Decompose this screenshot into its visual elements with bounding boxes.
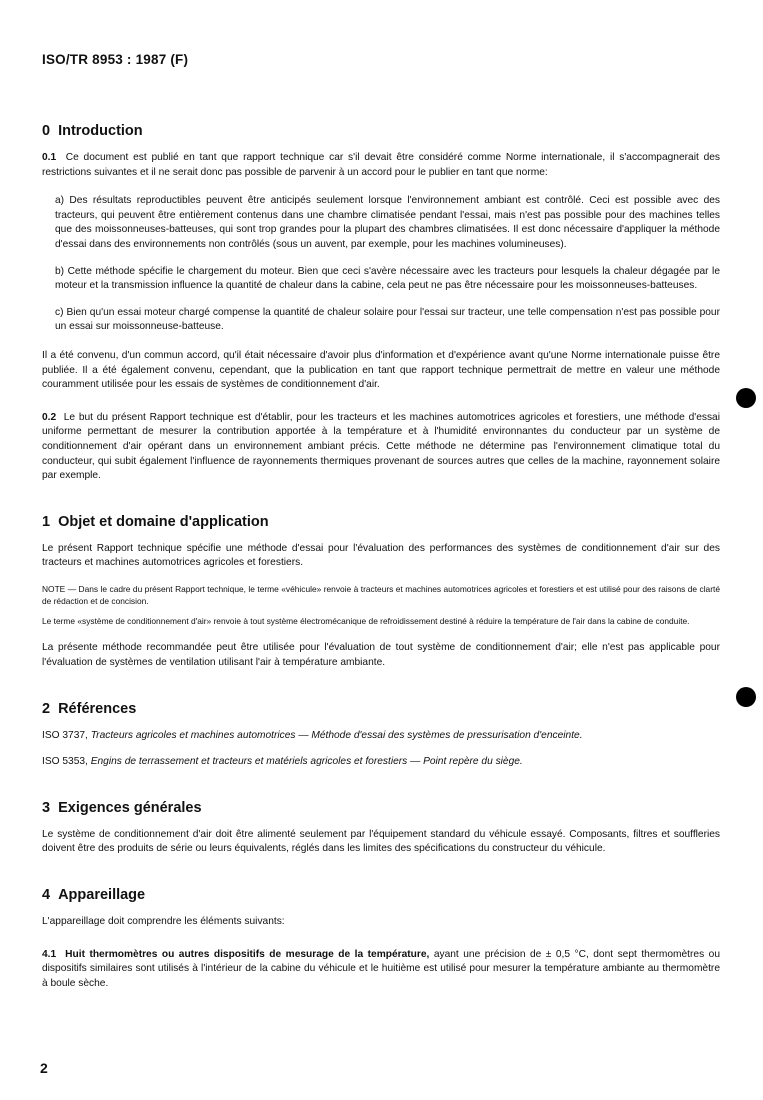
revision-marker-dot <box>736 687 756 707</box>
section-number: 1 <box>42 513 51 530</box>
section-title: Exigences générales <box>58 799 202 816</box>
section-number: 2 <box>42 700 51 717</box>
clause-text: Le but du présent Rapport technique est d'établir, pour les tracteurs et les machines automotrices agricoles et forestiers, une méthode d'essai uniforme permettant de mesurer la contribution apportée à la température et à l'humidité environnantes du conducteur par un système de conditionnement d'air opérant dans un environnement ambiant précis. Cette méthode ne détermine pas l'environnement climatique total du conducteur, qui subit également l'influence de rayonnements thermiques provenant de sources autres que celles de la machine, rayonnement solaire par exemple. <box>42 411 720 482</box>
section-heading-apparatus <box>42 885 720 905</box>
paragraph-0-2 <box>42 411 720 484</box>
reference-code: ISO 3737, <box>42 729 88 741</box>
reference-title: Tracteurs agricoles et machines automotrices — Méthode d'essai des systèmes de pressurisation d'enceinte. <box>90 729 583 741</box>
section-heading-references <box>42 699 720 719</box>
section-title: Introduction <box>58 123 143 139</box>
revision-marker-dot <box>736 388 756 408</box>
section-heading-introduction <box>42 121 720 141</box>
clause-number: 0.2 <box>42 411 57 423</box>
reference-iso-5353 <box>42 755 720 770</box>
paragraph-0-1 <box>42 151 720 180</box>
paragraph-4-1 <box>42 948 720 992</box>
clause-text: Ce document est publié en tant que rapport technique car s'il devait être considéré comme Norme internationale, il s'accompagnerait des restrictions suivantes et il ne serait donc pas possible de parvenir à un accord pour le publier en tant que norme: <box>42 152 720 178</box>
list-item-a: a) Des résultats reproductibles peuvent être anticipés seulement lorsque l'environnement ambiant est contrôlé. Ceci est possible avec des tracteurs, qui peuvent être entièrement contenus dans une chambre climatisée pendant l'essai, mais n'est pas possible pour des machines telles que des moissonneuses-batteuses, qui sont trop grandes pour la plupart des chambres climatisées. Il est donc nécessaire d'appliquer la méthode d'essai dans des environnements non contrôlés (sous un auvent, par exemple, pour les machines volumineuses). <box>55 195 720 250</box>
clause-number: 0.1 <box>42 152 57 163</box>
agreement-paragraph: Il a été convenu, d'un commun accord, qu'il était nécessaire d'avoir plus d'information et d'expérience avant qu'une Norme internationale puisse être publiée. Il a été également convenu, cependant, que la publication en tant que rapport technique permettrait de mettre en valeur une méthode couramment utilisée pour les essais de systèmes de conditionnement d'air. <box>42 349 720 391</box>
list-item-c: c) Bien qu'un essai moteur chargé compense la quantité de chaleur solaire pour l'essai sur tracteur, une telle compensation n'est pas possible pour un essai sur moissonneuse-batteuse. <box>55 306 720 333</box>
section-title: Objet et domaine d'application <box>58 513 269 530</box>
note-air-conditioning: Le terme «système de conditionnement d'air» renvoie à tout système électromécanique de refroidissement destiné à réduire la température de l'air dans la cabine de conduite. <box>42 616 690 627</box>
scope-paragraph: Le présent Rapport technique spécifie une méthode d'essai pour l'évaluation des performances des systèmes de conditionnement d'air sur des tracteurs et machines automotrices agricoles et forestiers. <box>42 542 720 569</box>
document-header: ISO/TR 8953 : 1987 (F) <box>42 52 189 67</box>
document-body <box>42 121 720 991</box>
page-number: 2 <box>40 1060 48 1076</box>
section-heading-general-requirements <box>42 798 720 818</box>
clause-number: 4.1 <box>42 948 57 960</box>
section-number: 3 <box>42 799 51 816</box>
section-title: Appareillage <box>58 887 146 904</box>
section-number: 4 <box>42 887 51 904</box>
scope-applicability-paragraph: La présente méthode recommandée peut être utilisée pour l'évaluation de tout système de conditionnement d'air; elle n'est pas applicable pour l'évaluation de systèmes de ventilation utilisant l'air à température ambiante. <box>42 642 720 669</box>
reference-code: ISO 5353, <box>42 756 88 768</box>
reference-iso-3737 <box>42 729 720 744</box>
reference-title: Engins de terrassement et tracteurs et matériels agricoles et forestiers — Point repère du siège. <box>90 756 523 768</box>
list-item-b: b) Cette méthode spécifie le chargement du moteur. Bien que ceci s'avère nécessaire avec les tracteurs pour lesquels la chaleur dégagée par le moteur et la transmission influence la quantité de chaleur dans la cabine, cela peut ne pas être nécessaire pour les moissonneuses-batteuses. <box>55 265 720 292</box>
section-heading-scope <box>42 512 720 532</box>
section-number: 0 <box>42 123 51 139</box>
note-vehicle: NOTE — Dans le cadre du présent Rapport technique, le terme «véhicule» renvoie à tracteurs et machines automotrices agricoles et forestiers et est utilisé pour des raisons de clarté de rédaction et de concision. <box>42 583 720 607</box>
clause-text: ayant une précision de ± 0,5 °C, dont sept thermomètres ou dispositifs similaires sont utilisés à l'intérieur de la cabine du véhicule et le huitième est utilisé pour mesurer la température ambiante au thermomètre à boule sèche. <box>42 948 720 989</box>
section-title: Références <box>58 700 137 717</box>
general-requirements-paragraph: Le système de conditionnement d'air doit être alimenté seulement par l'équipement standard du véhicule essayé. Composants, filtres et souffleries doivent être des produits de série ou leurs équivalents, réglés dans les limites des spécifications du constructeur du véhicule. <box>42 828 720 855</box>
clause-bold-lead: Huit thermomètres ou autres dispositifs de mesurage de la température, <box>65 948 430 960</box>
apparatus-intro-paragraph: L'appareillage doit comprendre les éléments suivants: <box>42 916 285 928</box>
